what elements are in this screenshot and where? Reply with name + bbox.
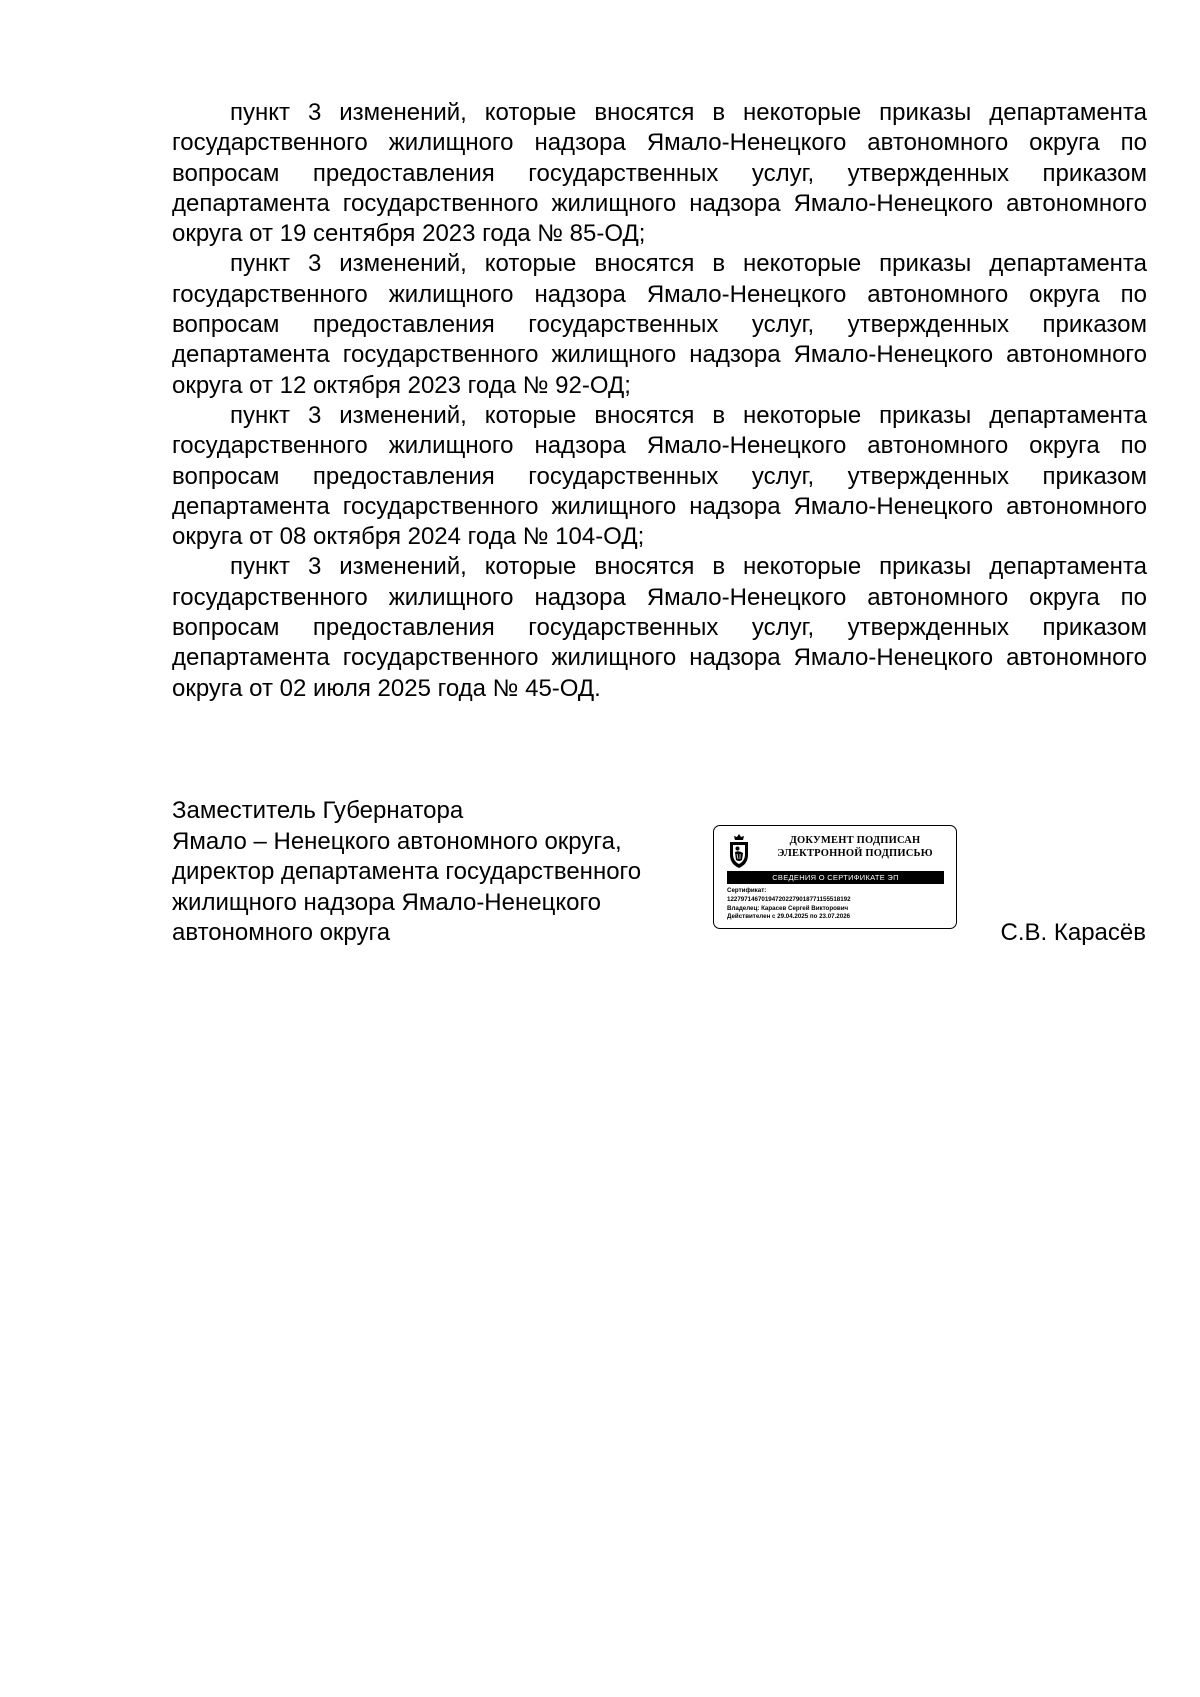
signatory-title-line: директор департамента государственного [172, 858, 642, 885]
paragraph-item-2: пункт 3 изменений, которые вносятся в некоторые приказы департамента государственного жилищного надзора Ямало-Ненецкого автономного округа по вопросам предоставления государственных услуг, утвержденных приказом департамента государственного жилищного надзора Ямало-Ненецкого автономного округа от 12 октября 2023 года № 92-ОД; [172, 250, 1147, 399]
certificate-label: Сертификат: [727, 887, 767, 894]
stamp-heading-line: ЭЛЕКТРОННОЙ ПОДПИСЬЮ [777, 847, 933, 859]
paragraph-item-1: пункт 3 изменений, которые вносятся в некоторые приказы департамента государственного жилищного надзора Ямало-Ненецкого автономного округа по вопросам предоставления государственных услуг, утвержденных приказом департамента государственного жилищного надзора Ямало-Ненецкого автономного округа от 19 сентября 2023 года № 85-ОД; [172, 99, 1147, 248]
stamp-heading [760, 835, 950, 860]
signatory-name: С.В. Карасёв [1000, 919, 1146, 946]
signatory-title [172, 796, 692, 949]
paragraph-item-4: пункт 3 изменений, которые вносятся в некоторые приказы департамента государственного жилищного надзора Ямало-Ненецкого автономного округа по вопросам предоставления государственных услуг, утвержденных приказом департамента государственного жилищного надзора Ямало-Ненецкого автономного округа от 02 июля 2025 года № 45-ОД. [172, 553, 1147, 702]
signatory-title-line: жилищного надзора Ямало-Ненецкого [172, 888, 602, 916]
certificate-validity: Действителен с 29.04.2025 по 23.07.2026 [727, 913, 851, 921]
electronic-signature-stamp [713, 825, 957, 929]
stamp-certificate-details [727, 887, 952, 922]
signatory-title-line: Заместитель Губернатора [172, 797, 464, 824]
signatory-title-line: автономного округа [172, 919, 391, 946]
certificate-number: 122797146701947202279018771155518192 [727, 895, 851, 903]
yamal-coat-of-arms-icon [726, 833, 752, 869]
stamp-certificate-bar: СВЕДЕНИЯ О СЕРТИФИКАТЕ ЭП [727, 871, 944, 884]
document-body [172, 98, 1147, 704]
certificate-owner: Владелец: Карасев Сергей Викторович [727, 904, 849, 912]
stamp-heading-line: ДОКУМЕНТ ПОДПИСАН [789, 835, 921, 846]
paragraph-item-3: пункт 3 изменений, которые вносятся в некоторые приказы департамента государственного жилищного надзора Ямало-Ненецкого автономного округа по вопросам предоставления государственных услуг, утвержденных приказом департамента государственного жилищного надзора Ямало-Ненецкого автономного округа от 08 октября 2024 года № 104-ОД; [172, 401, 1147, 551]
signatory-title-line: Ямало – Ненецкого автономного округа, [172, 827, 622, 855]
